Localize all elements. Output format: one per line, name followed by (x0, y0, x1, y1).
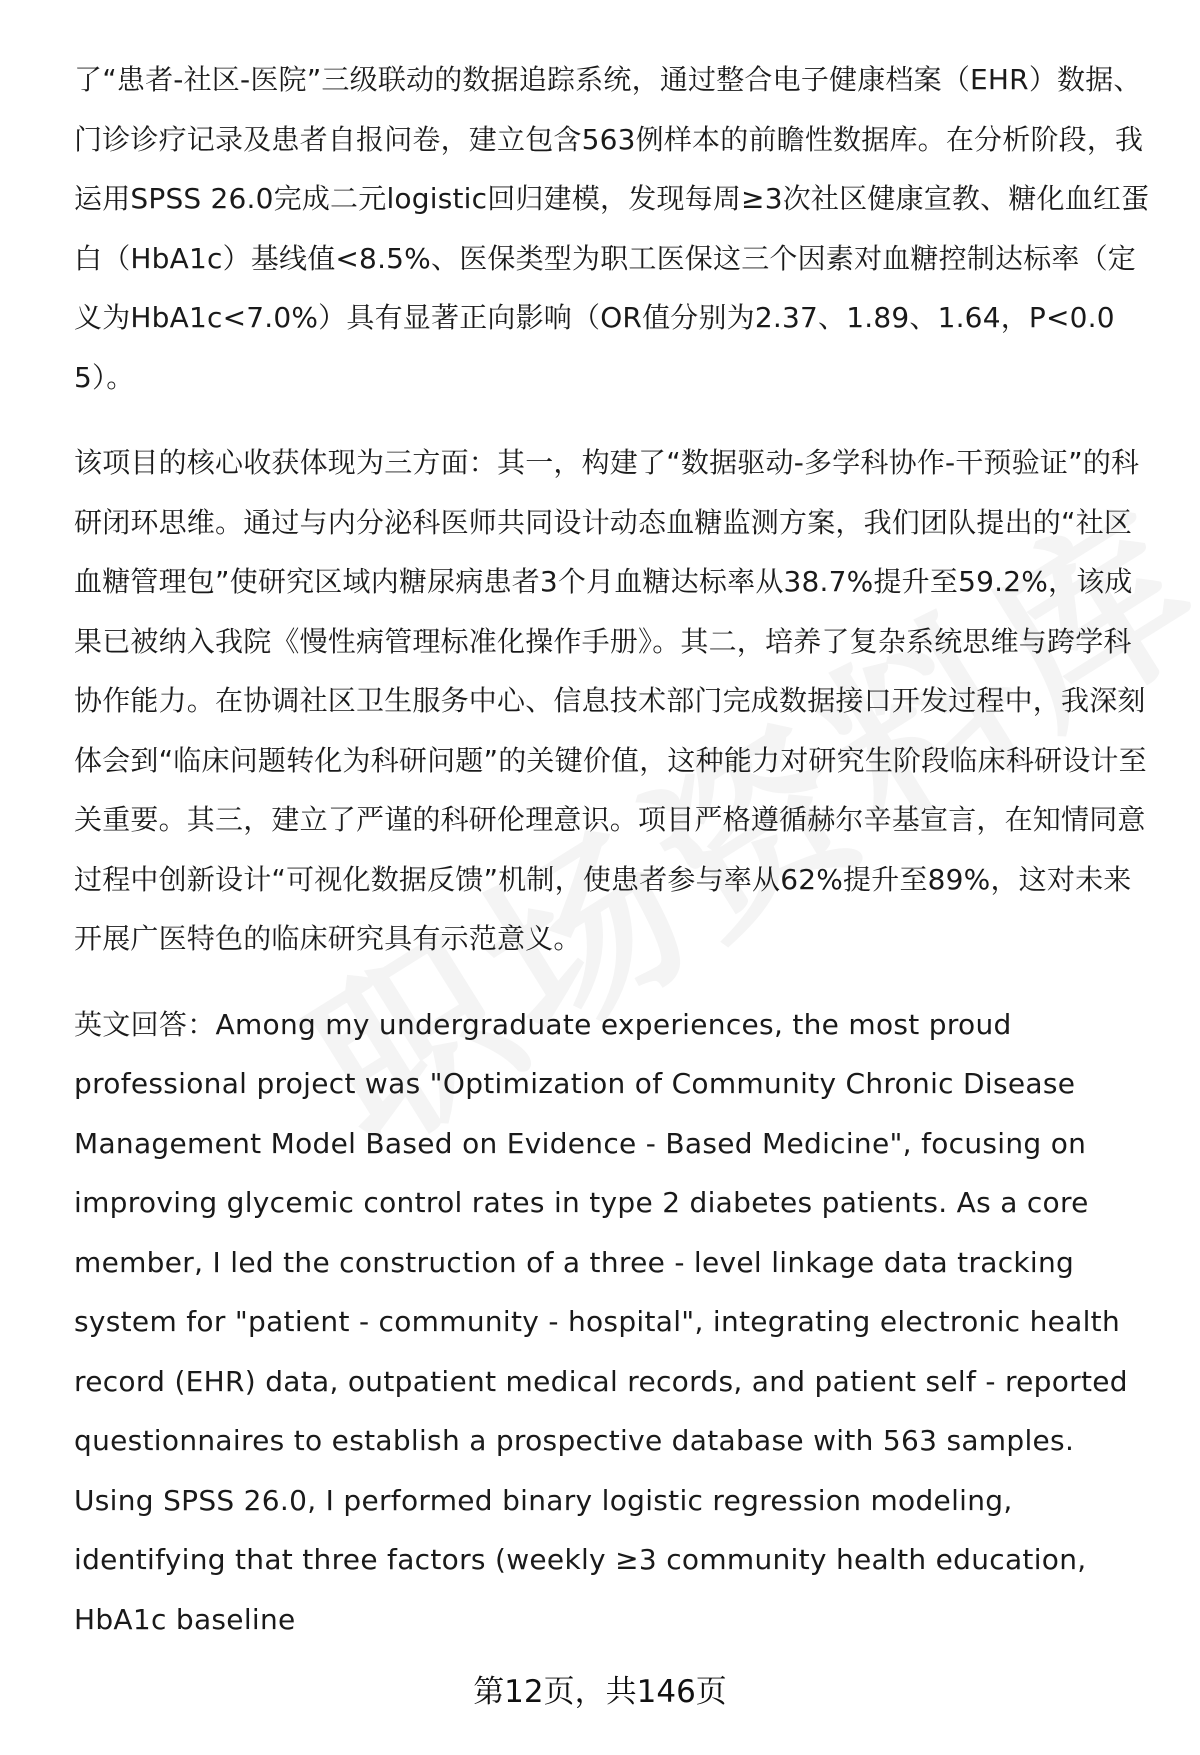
document-body (74, 50, 1154, 1675)
paragraph-english-answer: 英文回答：Among my undergraduate experiences, the most proud professional project was "Optimization of Community Chronic Disease Management Model Based on Evidence - Based Medicine", focusing on improving glycemic control rates in type 2 diabetes patients. As a core member, I led the construction of a three - level linkage data tracking system for "patient - community - hospital", integrating electronic health record (EHR) data, outpatient medical records, and patient self - reported questionnaires to establish a prospective database with 563 samples. Using SPSS 26.0, I performed binary logistic regression modeling, identifying that three factors (weekly ≥3 community health education, HbA1c baseline (74, 1007, 1128, 1636)
page-number-footer: 第12页，共146页 (473, 1674, 727, 1710)
paragraph-chinese-methods: 了“患者-社区-医院”三级联动的数据追踪系统，通过整合电子健康档案（EHR）数据、门诊诊疗记录及患者自报问卷，建立包含563例样本的前瞻性数据库。在分析阶段，我运用SPSS 26.0完成二元logistic回归建模，发现每周≥3次社区健康宣教、糖化血红蛋白（HbA1c）基线值<8.5%、医保类型为职工医保这三个因素对血糖控制达标率（定义为HbA1c<7.0%）具有显著正向影响（OR值分别为2.37、1.89、1.64，P<0.05）。 (74, 63, 1150, 394)
paragraph-chinese-outcomes: 该项目的核心收获体现为三方面：其一，构建了“数据驱动-多学科协作-干预验证”的科研闭环思维。通过与内分泌科医师共同设计动态血糖监测方案，我们团队提出的“社区血糖管理包”使研究区域内糖尿病患者3个月血糖达标率从38.7%提升至59.2%，该成果已被纳入我院《慢性病管理标准化操作手册》。其二，培养了复杂系统思维与跨学科协作能力。在协调社区卫生服务中心、信息技术部门完成数据接口开发过程中，我深刻体会到“临床问题转化为科研问题”的关键价值，这种能力对研究生阶段临床科研设计至关重要。其三，建立了严谨的科研伦理意识。项目严格遵循赫尔辛基宣言，在知情同意过程中创新设计“可视化数据反馈”机制，使患者参与率从62%提升至89%，这对未来开展广医特色的临床研究具有示范意义。 (74, 446, 1147, 955)
